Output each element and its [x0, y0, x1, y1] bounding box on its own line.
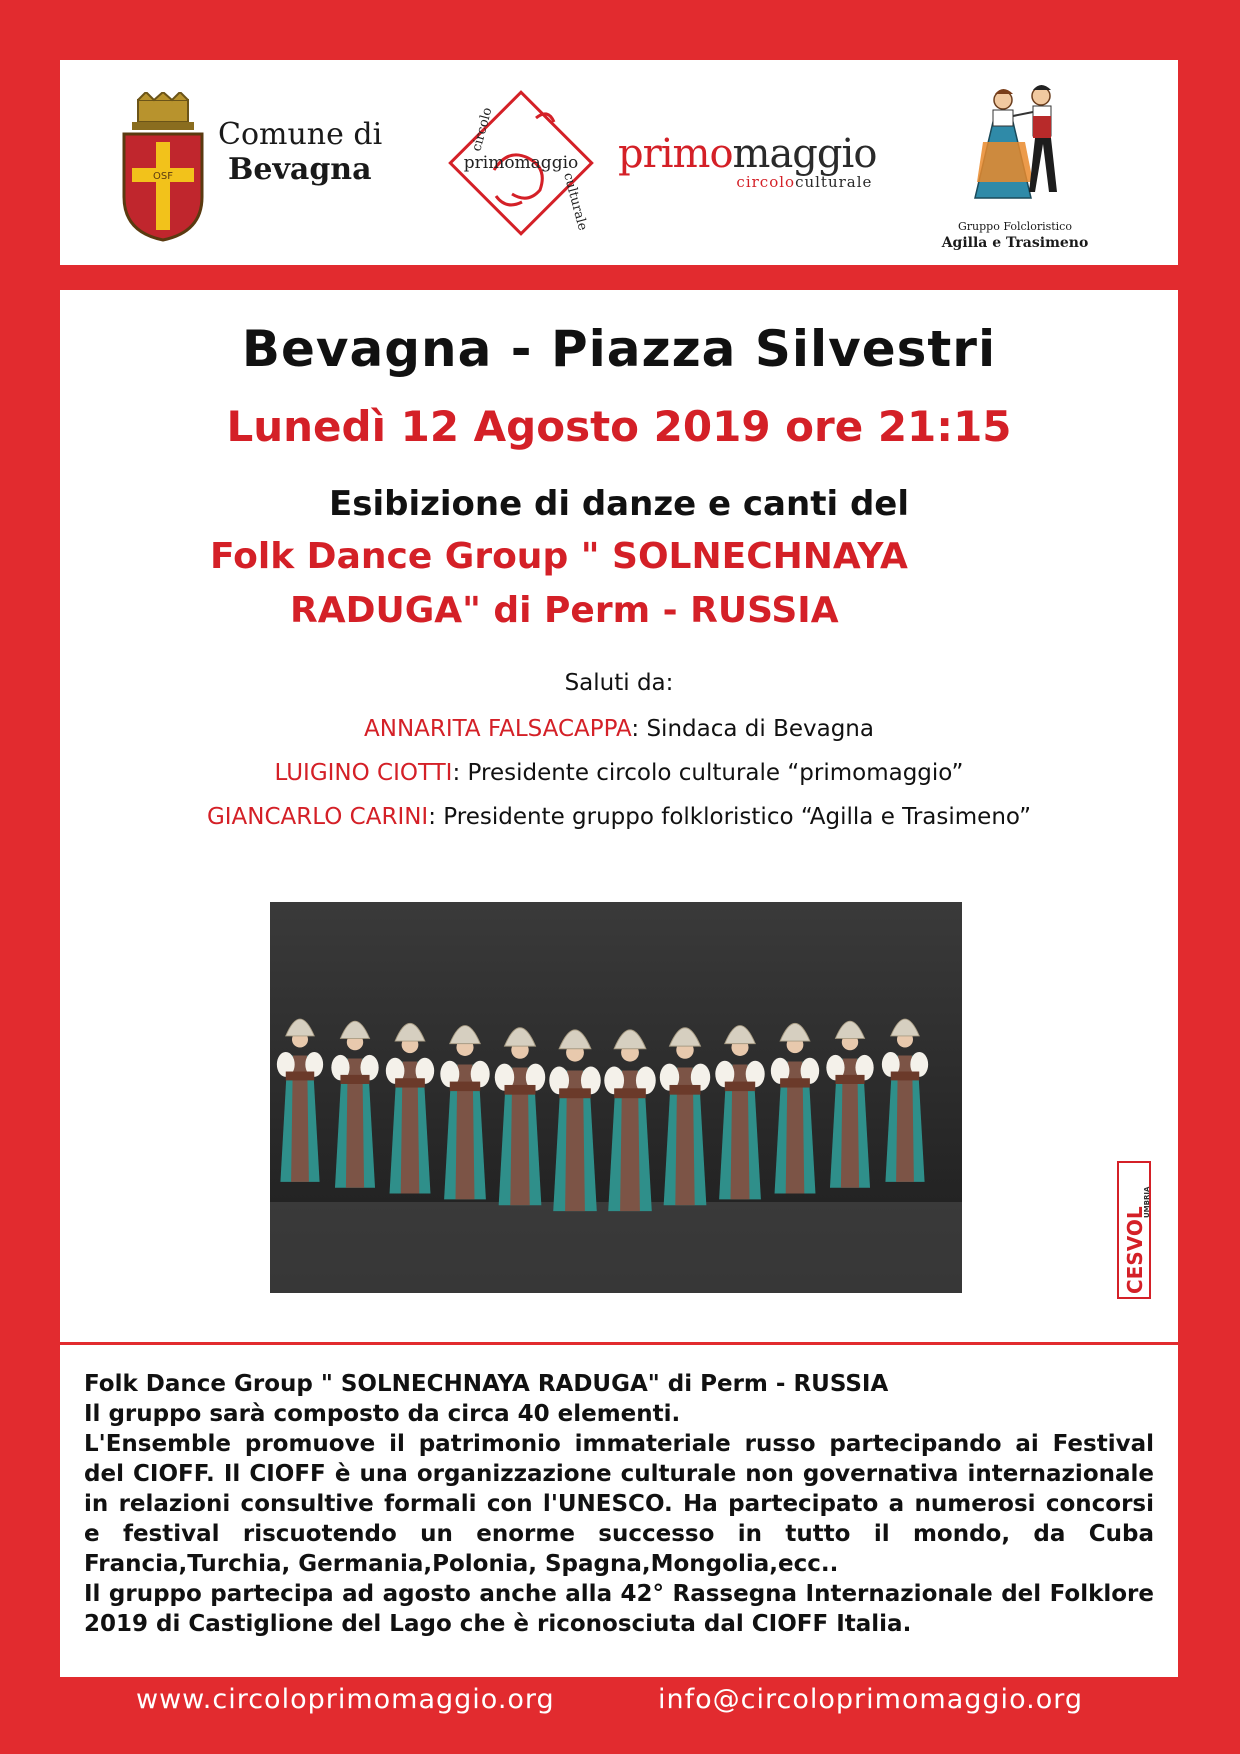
pm-ring-top: circolo [469, 105, 496, 154]
crest-letters: OSF [153, 171, 173, 182]
greeting-role: : Sindaca di Bevagna [631, 716, 874, 742]
greeting-name: ANNARITA FALSACAPPA [364, 716, 632, 742]
comune-line1: Comune di [218, 117, 383, 152]
cesvol-text: CESVOL [1123, 1206, 1147, 1294]
gruppo-logo-text [920, 220, 1110, 252]
gruppo-line2: Agilla e Trasimeno [941, 235, 1089, 251]
info-paragraph: L'Ensemble promuove il patrimonio immateriale russo partecipando ai Festival del CIOFF. Il CIOFF è una organizzazione culturale non governativa internazionale in relazioni consultive formali con l'UNESCO. Ha partecipato a numerosi concorsi e festival riscuotendo un enorme successo in tutto il mondo, da Cuba Francia,Turchia, Germania,Polonia, Spagna,Mongolia,ecc.. [84, 1431, 1154, 1577]
pm-word-b: maggio [732, 131, 877, 177]
saluti-heading: Saluti da: [564, 670, 674, 696]
greeting-role: : Presidente circolo culturale “primomaggio” [452, 760, 964, 786]
pm-ring-right: culturale [560, 171, 590, 233]
event-title: Bevagna - Piazza Silvestri [241, 320, 997, 378]
greeting-line [60, 760, 1178, 786]
pm-word-a: primo [618, 131, 733, 177]
greeting-name: GIANCARLO CARINI [206, 804, 429, 830]
comune-line2: Bevagna [228, 152, 372, 187]
email-link[interactable]: info@circoloprimomaggio.org [658, 1684, 1083, 1715]
info-line: Il gruppo sarà composto da circa 40 elementi. [84, 1401, 681, 1427]
gruppo-line1: Gruppo Folcloristico [958, 220, 1072, 233]
greeting-line [60, 804, 1178, 830]
primomaggio-wordmark [618, 131, 877, 191]
comune-logo-text [218, 118, 382, 188]
pm-sub-a: circolo [736, 173, 796, 191]
info-paragraph: Il gruppo partecipa ad agosto anche alla 42° Rassegna Internazionale del Folklore 2019 di Castiglione del Lago che è riconosciuta dal CIOFF Italia. [84, 1581, 1154, 1637]
info-panel [60, 1345, 1178, 1677]
info-text-block [84, 1369, 1154, 1639]
folk-dancers-icon [955, 82, 1085, 212]
cesvol-umbria-logo [1116, 1160, 1152, 1300]
umbria-text: UMBRIA [1143, 1186, 1151, 1218]
greeting-role: : Presidente gruppo folkloristico “Agilla e Trasimeno” [428, 804, 1032, 830]
website-link[interactable]: www.circoloprimomaggio.org [136, 1684, 555, 1715]
group-name-line1: Folk Dance Group " SOLNECHNAYA [210, 536, 908, 577]
pm-ring-center: primomaggio [463, 153, 579, 173]
event-panel [60, 290, 1178, 1342]
event-intro: Esibizione di danze e canti del [328, 484, 909, 524]
dancers-illustration [270, 902, 962, 1293]
pm-sub-b: culturale [795, 173, 873, 191]
bevagna-crest-icon [118, 92, 208, 242]
greeting-name: LUIGINO CIOTTI [274, 760, 453, 786]
info-line: Folk Dance Group " SOLNECHNAYA RADUGA" di Perm - RUSSIA [84, 1371, 889, 1397]
greeting-line [60, 716, 1178, 742]
logos-panel [60, 60, 1178, 265]
dancers-photo [270, 902, 962, 1293]
event-date: Lunedì 12 Agosto 2019 ore 21:15 [226, 402, 1012, 451]
group-name-line2: RADUGA" di Perm - RUSSIA [290, 590, 839, 631]
primomaggio-diamond-logo [436, 78, 606, 248]
